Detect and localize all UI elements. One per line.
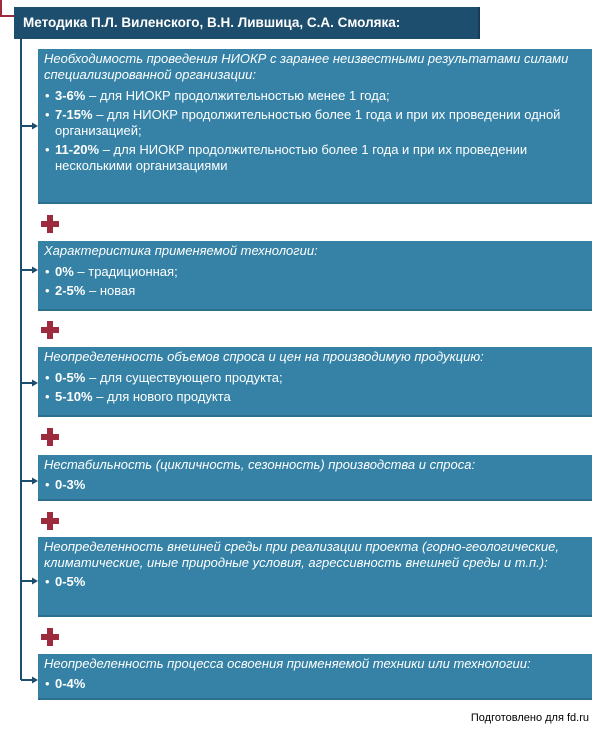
percent-value: 0-5%: [55, 574, 86, 589]
item-text: – традиционная;: [73, 264, 178, 279]
factor-box-rnd: [38, 49, 592, 204]
percent-value: 5-10%: [55, 389, 93, 404]
factor-box-development: [38, 654, 592, 700]
factor-box-demand: [38, 347, 592, 417]
factor-title: Неопределенность процесса освоения применяемой техники или технологии:: [44, 656, 531, 671]
percent-value: 0-3%: [55, 477, 86, 492]
connector-arrow-icon: [21, 677, 38, 684]
connector-arrow-icon: [21, 478, 38, 485]
list-item: [44, 88, 584, 104]
factor-box-instability: [38, 455, 592, 501]
percent-value: 0%: [55, 264, 74, 279]
plus-icon: [41, 428, 59, 446]
list-item: [44, 283, 584, 299]
list-item: [44, 676, 584, 692]
factor-title: Характеристика применяемой технологии:: [44, 243, 318, 258]
source-note: Подготовлено для fd.ru: [470, 712, 589, 724]
percent-value: 3-6%: [55, 88, 86, 103]
plus-icon: [41, 215, 59, 233]
factor-title: Неопределенность объемов спроса и цен на производимую продукцию:: [44, 349, 484, 364]
header-title: Методика П.Л. Виленского, В.Н. Лившица, С.А. Смоляка:: [23, 15, 401, 30]
plus-icon: [41, 321, 59, 339]
percent-value: 7-15%: [55, 107, 93, 122]
percent-value: 0-5%: [55, 370, 86, 385]
methodology-header: [14, 7, 480, 39]
factor-box-technology: [38, 241, 592, 311]
list-item: [44, 389, 584, 405]
factor-title: Необходимость проведения НИОКР с заранее неизвестными результатами силами специализированной организации:: [44, 51, 569, 82]
connector-arrow-icon: [21, 267, 38, 274]
item-text: – новая: [85, 283, 136, 298]
percent-value: 11-20%: [55, 142, 100, 157]
list-item: [44, 142, 584, 174]
factor-title: Неопределенность внешней среды при реализации проекта (горно-геологические, климатические, иные природные условия, агрессивность внешней среды и т.п.):: [44, 539, 559, 570]
plus-icon: [41, 628, 59, 646]
list-item: [44, 107, 584, 139]
item-text: – для существующего продукта;: [85, 370, 283, 385]
item-text: – для НИОКР продолжительностью более 1 года и при их проведении одной организацией;: [55, 107, 561, 138]
item-text: – для НИОКР продолжительностью менее 1 года;: [85, 88, 390, 103]
list-item: [44, 370, 584, 386]
connector-arrow-icon: [21, 380, 38, 387]
list-item: [44, 264, 584, 280]
percent-value: 2-5%: [55, 283, 86, 298]
factor-title: Нестабильность (цикличность, сезонность) производства и спроса:: [44, 457, 476, 472]
plus-icon: [41, 512, 59, 530]
item-text: – для НИОКР продолжительностью более 1 года и при их проведении несколькими организациями: [55, 142, 528, 173]
connector-arrow-icon: [21, 578, 38, 585]
factor-box-environment: [38, 537, 592, 617]
percent-value: 0-4%: [55, 676, 86, 691]
list-item: [44, 477, 584, 493]
item-text: – для нового продукта: [92, 389, 231, 404]
connector-arrow-icon: [21, 123, 38, 130]
list-item: [44, 574, 584, 590]
